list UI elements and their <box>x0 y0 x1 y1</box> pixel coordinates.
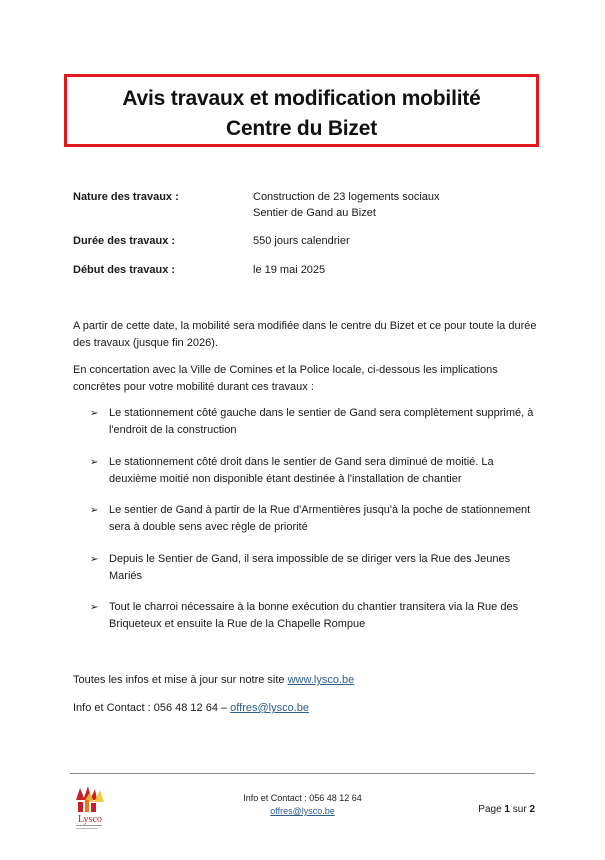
duree-label: Durée des travaux : <box>73 235 176 247</box>
site-text: Toutes les infos et mise à jour sur notre site <box>73 674 288 686</box>
arrow-bullet-icon: ➢ <box>90 408 99 419</box>
email-link[interactable]: offres@lysco.be <box>230 702 310 714</box>
footer-contact-line: Info et Contact : 056 48 12 64 <box>243 793 362 803</box>
contact-line <box>73 700 543 717</box>
list-item-text: Le stationnement côté droit dans le sentier de Gand sera diminué de moitié. La deuxième moitié non disponible étant destinée à l'installation de chantier <box>109 456 494 485</box>
page-number <box>478 804 535 815</box>
paragraph-date: A partir de cette date, la mobilité sera modifiée dans le centre du Bizet et ce pour toute la durée des travaux (jusque fin 2026). <box>73 320 537 349</box>
footer-contact <box>200 792 405 818</box>
lysco-logo-icon <box>70 780 114 832</box>
list-item-text: Depuis le Sentier de Gand, il sera impossible de se diriger vers la Rue des Jeunes Mariés <box>109 553 511 582</box>
page-current: 1 <box>504 804 510 815</box>
nature-value-line-2: Sentier de Gand au Bizet <box>253 207 376 219</box>
footer-divider <box>70 773 535 774</box>
list-item-text: Tout le charroi nécessaire à la bonne exécution du chantier transitera via la Rue des Briqueteux et ensuite la Rue de la Chapelle Rompue <box>109 601 519 630</box>
nature-label: Nature des travaux : <box>73 191 179 203</box>
list-item-text: Le stationnement côté gauche dans le sentier de Gand sera complètement supprimé, à l'endroit de la construction <box>109 407 534 436</box>
arrow-bullet-icon: ➢ <box>90 457 99 468</box>
debut-value: le 19 mai 2025 <box>253 264 326 276</box>
list-item-text: Le sentier de Gand à partir de la Rue d'Armentières jusqu'à la poche de stationnement sera à double sens avec règle de priorité <box>109 504 531 533</box>
arrow-bullet-icon: ➢ <box>90 505 99 516</box>
paragraph-concertation: En concertation avec la Ville de Comines et la Police locale, ci-dessous les implications concrètes pour votre mobilité durant ces travaux : <box>73 364 498 393</box>
title-line-1: Avis travaux et modification mobilité <box>122 87 481 110</box>
page-prefix: Page <box>478 804 505 815</box>
nature-value-line-1: Construction de 23 logements sociaux <box>253 191 440 203</box>
debut-label: Début des travaux : <box>73 264 176 276</box>
page-separator: sur <box>509 804 530 815</box>
site-line <box>73 672 543 689</box>
duree-value: 550 jours calendrier <box>253 235 350 247</box>
title-box <box>64 74 539 147</box>
nature-value <box>253 189 553 221</box>
website-link[interactable]: www.lysco.be <box>287 674 355 686</box>
page-total: 2 <box>529 804 535 815</box>
arrow-bullet-icon: ➢ <box>90 554 99 565</box>
logo-wordmark: Lysco <box>78 814 102 825</box>
footer-email-link[interactable]: offres@lysco.be <box>270 806 335 816</box>
title-line-2: Centre du Bizet <box>225 117 377 140</box>
contact-text: Info et Contact : 056 48 12 64 – <box>73 702 231 714</box>
arrow-bullet-icon: ➢ <box>90 602 99 613</box>
lysco-logo <box>70 780 114 832</box>
